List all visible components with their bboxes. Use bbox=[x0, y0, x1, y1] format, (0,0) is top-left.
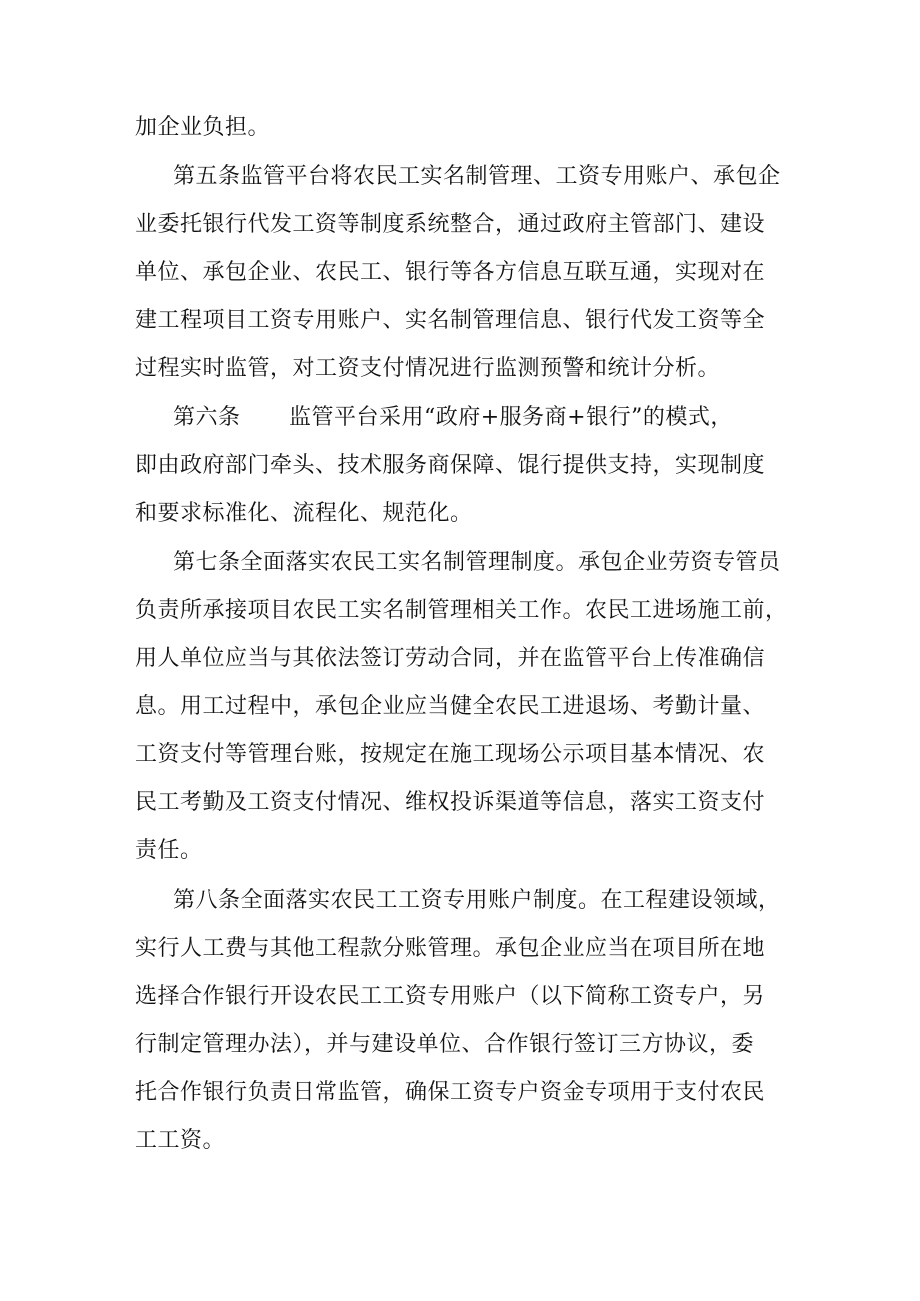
article-5-line bbox=[0, 253, 920, 293]
article-5-line bbox=[0, 205, 920, 245]
article-7-line bbox=[0, 831, 920, 871]
article-7-line bbox=[0, 543, 920, 583]
article-7-line-7: 责任。 bbox=[135, 838, 203, 863]
article-5-line-5: 过程实时监管，对工资支付情况进行监测预警和统计分析。 bbox=[135, 356, 721, 381]
article-8-line bbox=[0, 1073, 920, 1113]
article-8-line-6: 工工资。 bbox=[135, 1128, 226, 1153]
article-7-line-4: 息。用工过程中，承包企业应当健全农民工进退场、考勤计量、 bbox=[135, 694, 766, 719]
article-7-line bbox=[0, 687, 920, 727]
continuation-line: 加企业负担。 bbox=[135, 115, 271, 140]
article-6-line-3: 和要求标准化、流程化、规范化。 bbox=[135, 501, 473, 526]
article-5-line bbox=[0, 157, 920, 197]
article-7-line bbox=[0, 735, 920, 775]
article-8-line bbox=[0, 1121, 920, 1161]
article-8-line-1: 第八条全面落实农民工工资专用账户制度。在工程建设领域， bbox=[173, 888, 781, 913]
article-7-line-1: 第七条全面落实农民工实名制管理制度。承包企业劳资专管员 bbox=[173, 550, 781, 575]
article-5-line-3: 单位、承包企业、农民工、银行等各方信息互联互通，实现对在 bbox=[135, 260, 766, 285]
article-8-line-2: 实行人工费与其他工程款分账管理。承包企业应当在项目所在地 bbox=[135, 936, 766, 961]
article-5-line bbox=[0, 301, 920, 341]
article-5-line-2: 业委托银行代发工资等制度系统整合，通过政府主管部门、建设 bbox=[135, 212, 766, 237]
article-8-line-5: 托合作银行负责日常监管，确保工资专户资金专项用于支付农民 bbox=[135, 1080, 766, 1105]
article-8-line-3: 选择合作银行开设农民工工资专用账户（以下简称工资专户，另 bbox=[135, 984, 766, 1009]
article-7-line-5: 工资支付等管理台账，按规定在施工现场公示项目基本情况、农 bbox=[135, 742, 766, 767]
article-5-line bbox=[0, 349, 920, 389]
article-6-line-2: 即由政府部门牵头、技术服务商保障、馄行提供支持，实现制度 bbox=[135, 453, 766, 478]
article-7-line-6: 民工考勤及工资支付情况、维权投诉渠道等信息，落实工资支付 bbox=[135, 790, 766, 815]
article-5-line-4: 建工程项目工资专用账户、实名制管理信息、银行代发工资等全 bbox=[135, 308, 766, 333]
article-6-line bbox=[0, 494, 920, 534]
article-8-line bbox=[0, 929, 920, 969]
article-6-line-1: 监管平台采用“政府+服务商+银行”的模式， bbox=[289, 405, 733, 430]
article-8-line bbox=[0, 1025, 920, 1065]
article-6-number: 第六条 bbox=[173, 405, 241, 430]
article-7-line-2: 负责所承接项目农民工实名制管理相关工作。农民工进场施工前， bbox=[135, 598, 788, 623]
article-6-line bbox=[0, 446, 920, 486]
paragraph-continuation bbox=[0, 108, 920, 148]
article-7-line bbox=[0, 591, 920, 631]
article-6-line bbox=[0, 398, 920, 438]
article-7-line-3: 用人单位应当与其依法签订劳动合同，并在监管平台上传准确信 bbox=[135, 646, 766, 671]
article-8-line bbox=[0, 977, 920, 1017]
article-7-line bbox=[0, 639, 920, 679]
article-7-line bbox=[0, 783, 920, 823]
article-5-line-1: 第五条监管平台将农民工实名制管理、工资专用账户、承包企 bbox=[173, 164, 781, 189]
article-8-line bbox=[0, 881, 920, 921]
article-8-line-4: 行制定管理办法），并与建设单位、合作银行签订三方协议，委 bbox=[135, 1032, 755, 1057]
